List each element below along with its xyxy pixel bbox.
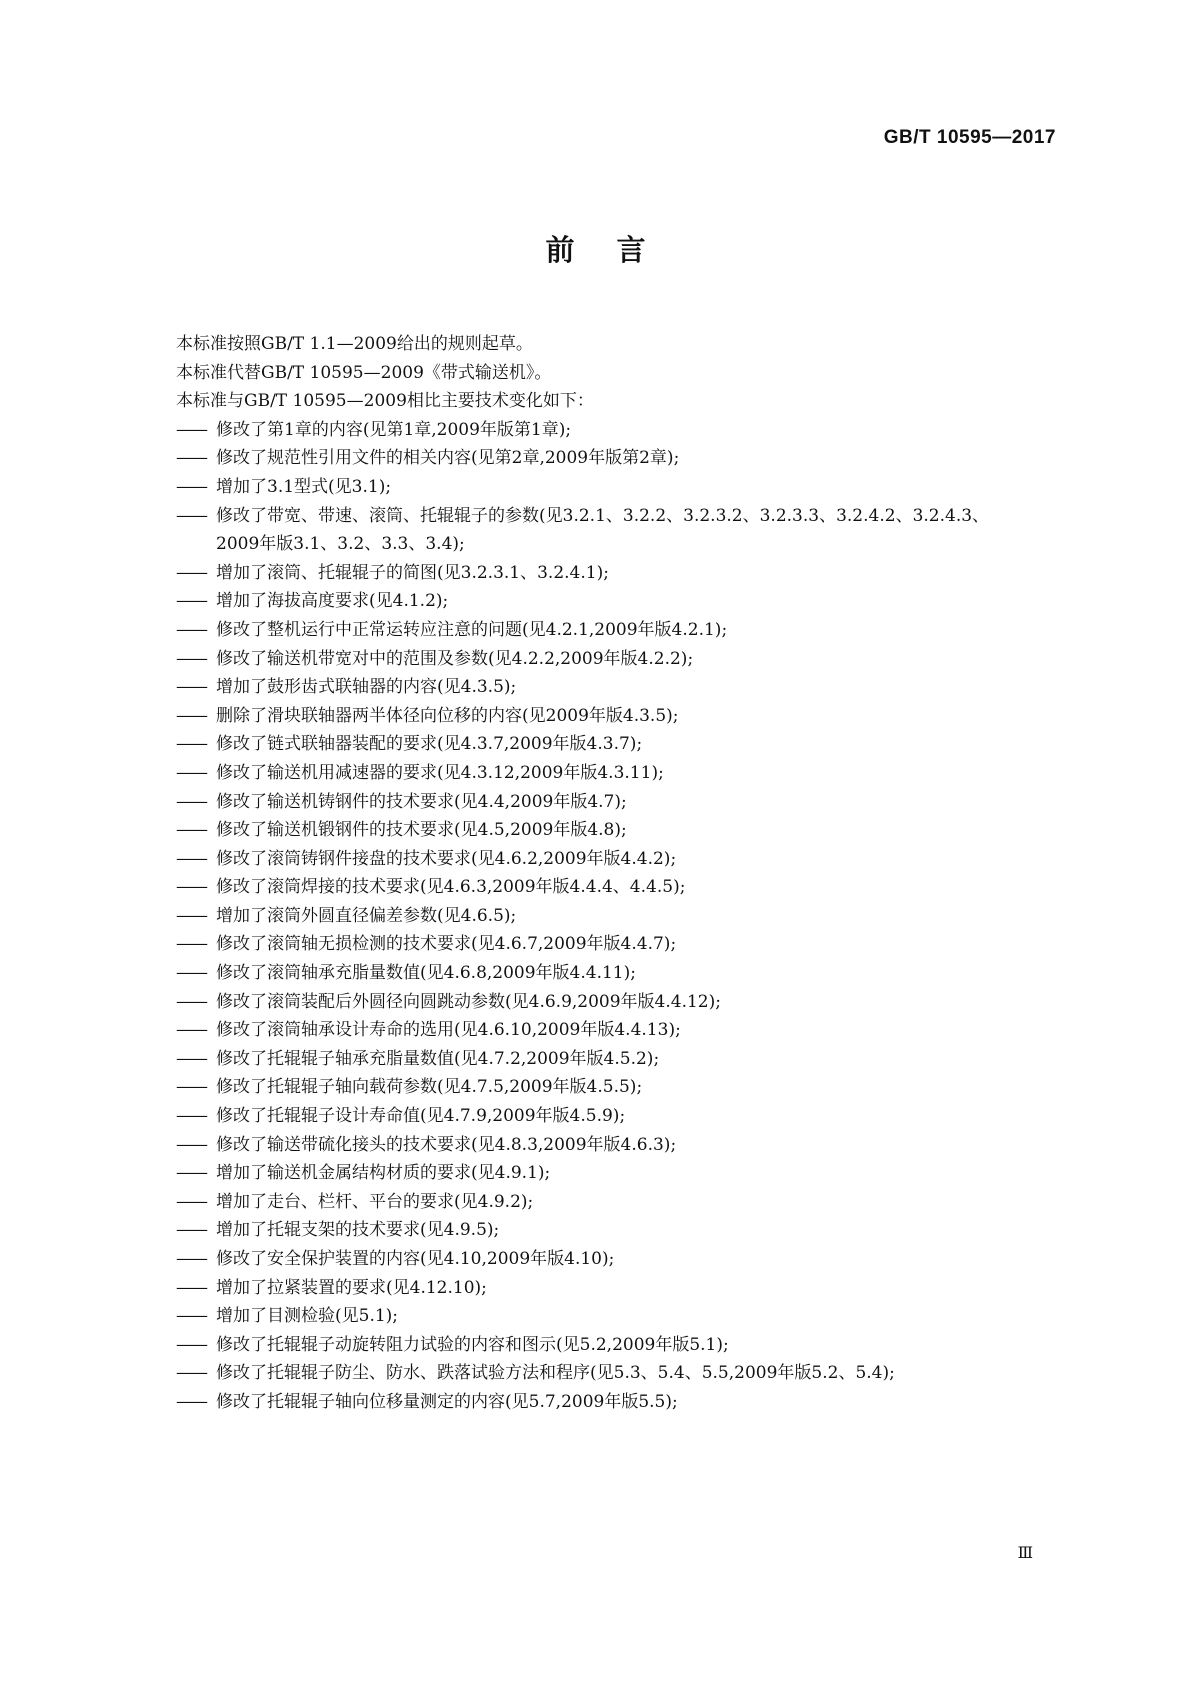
intro-paragraph-changes-lead: 本标准与GB/T 10595—2009相比主要技术变化如下： [176, 391, 594, 412]
change-text: 修改了链式联轴器装配的要求(见4.3.7,2009年版4.3.7); [216, 734, 643, 755]
change-text: 修改了托辊辊子防尘、防水、跌落试验方法和程序(见5.3、5.4、5.5,2009年版5.2、5.4); [216, 1363, 895, 1384]
change-list-item [176, 1045, 1066, 1074]
change-list-item [176, 845, 1066, 874]
change-text: 修改了托辊辊子设计寿命值(见4.7.9,2009年版4.5.9); [216, 1106, 626, 1127]
em-dash-marker: —— [176, 791, 206, 812]
standard-number: GB/T 10595—2017 [883, 127, 1056, 148]
change-list-item [176, 616, 1066, 645]
em-dash-marker: —— [176, 619, 206, 640]
em-dash-marker: —— [176, 820, 206, 841]
change-text: 修改了托辊辊子轴向位移量测定的内容(见5.7,2009年版5.5); [216, 1391, 678, 1412]
change-list-item [176, 759, 1066, 788]
em-dash-marker: —— [176, 963, 206, 984]
change-text: 修改了整机运行中正常运转应注意的问题(见4.2.1,2009年版4.2.1); [216, 619, 728, 640]
change-text: 修改了输送机带宽对中的范围及参数(见4.2.2,2009年版4.2.2); [216, 648, 694, 669]
change-list-item [176, 1016, 1066, 1045]
page-number: Ⅲ [1017, 1543, 1033, 1562]
em-dash-marker: —— [176, 1077, 206, 1098]
change-text: 增加了托辊支架的技术要求(见4.9.5); [216, 1220, 500, 1241]
change-list-item [176, 473, 1066, 502]
change-text: 修改了输送机锻钢件的技术要求(见4.5,2009年版4.8); [216, 820, 627, 841]
change-text: 增加了滚筒外圆直径偏差参数(见4.6.5); [216, 905, 517, 926]
change-text: 修改了输送机铸钢件的技术要求(见4.4,2009年版4.7); [216, 791, 627, 812]
change-text: 增加了鼓形齿式联轴器的内容(见4.3.5); [216, 677, 517, 698]
change-text: 修改了滚筒轴承设计寿命的选用(见4.6.10,2009年版4.4.13); [216, 1020, 681, 1041]
em-dash-marker: —— [176, 677, 206, 698]
em-dash-marker: —— [176, 591, 206, 612]
change-list-item [176, 416, 1066, 445]
change-text: 增加了滚筒、托辊辊子的简图(见3.2.3.1、3.2.4.1); [216, 562, 609, 583]
em-dash-marker: —— [176, 1306, 206, 1327]
em-dash-marker: —— [176, 1220, 206, 1241]
change-text: 修改了滚筒轴承充脂量数值(见4.6.8,2009年版4.4.11); [216, 963, 636, 984]
em-dash-marker: —— [176, 562, 206, 583]
em-dash-marker: —— [176, 734, 206, 755]
em-dash-marker: —— [176, 1020, 206, 1041]
em-dash-marker: —— [176, 1134, 206, 1155]
change-text: 修改了滚筒装配后外圆径向圆跳动参数(见4.6.9,2009年版4.4.12); [216, 991, 721, 1012]
change-list-item [176, 902, 1066, 931]
change-text: 增加了走台、栏杆、平台的要求(见4.9.2); [216, 1191, 534, 1212]
change-list-item [176, 502, 1066, 559]
em-dash-marker: —— [176, 1391, 206, 1412]
em-dash-marker: —— [176, 448, 206, 469]
change-list-item [176, 559, 1066, 588]
change-text: 修改了托辊辊子轴承充脂量数值(见4.7.2,2009年版4.5.2); [216, 1048, 660, 1069]
page-title: 前言 [545, 233, 688, 267]
change-list-item [176, 1216, 1066, 1245]
change-text: 增加了拉紧装置的要求(见4.12.10); [216, 1277, 487, 1298]
change-text: 修改了滚筒轴无损检测的技术要求(见4.6.7,2009年版4.4.7); [216, 934, 677, 955]
em-dash-marker: —— [176, 848, 206, 869]
change-list-item [176, 1274, 1066, 1303]
change-text: 增加了目测检验(见5.1); [216, 1306, 399, 1327]
change-list-item [176, 930, 1066, 959]
change-text: 修改了托辊辊子轴向载荷参数(见4.7.5,2009年版4.5.5); [216, 1077, 643, 1098]
em-dash-marker: —— [176, 1363, 206, 1384]
change-list-item [176, 1188, 1066, 1217]
change-text: 增加了海拔高度要求(见4.1.2); [216, 591, 449, 612]
em-dash-marker: —— [176, 648, 206, 669]
change-text: 修改了带宽、带速、滚筒、托辊辊子的参数(见3.2.1、3.2.2、3.2.3.2、3.2.3.3、3.2.4.2、3.2.4.3、2009年版3.1、3.2、3.3、3.4); [216, 505, 990, 555]
change-list-item [176, 788, 1066, 817]
em-dash-marker: —— [176, 877, 206, 898]
em-dash-marker: —— [176, 1163, 206, 1184]
em-dash-marker: —— [176, 1334, 206, 1355]
em-dash-marker: —— [176, 762, 206, 783]
em-dash-marker: —— [176, 476, 206, 497]
change-list-item [176, 1302, 1066, 1331]
change-text: 增加了输送机金属结构材质的要求(见4.9.1); [216, 1163, 551, 1184]
em-dash-marker: —— [176, 505, 206, 526]
em-dash-marker: —— [176, 934, 206, 955]
em-dash-marker: —— [176, 1048, 206, 1069]
change-list-item [176, 702, 1066, 731]
change-list-item [176, 587, 1066, 616]
change-list-item [176, 988, 1066, 1017]
change-text: 修改了规范性引用文件的相关内容(见第2章,2009年版第2章); [216, 448, 680, 469]
em-dash-marker: —— [176, 1106, 206, 1127]
intro-paragraph-replaces: 本标准代替GB/T 10595—2009《带式输送机》。 [176, 362, 552, 383]
change-text: 删除了滑块联轴器两半体径向位移的内容(见2009年版4.3.5); [216, 705, 679, 726]
change-list-item [176, 673, 1066, 702]
change-text: 修改了托辊辊子动旋转阻力试验的内容和图示(见5.2,2009年版5.1); [216, 1334, 729, 1355]
change-list-item [176, 959, 1066, 988]
change-list-item [176, 1331, 1066, 1360]
change-list-item [176, 1131, 1066, 1160]
change-text: 修改了滚筒铸钢件接盘的技术要求(见4.6.2,2009年版4.4.2); [216, 848, 677, 869]
change-list-item [176, 645, 1066, 674]
change-list-item [176, 1159, 1066, 1188]
change-text: 修改了输送带硫化接头的技术要求(见4.8.3,2009年版4.6.3); [216, 1134, 677, 1155]
change-list-item [176, 816, 1066, 845]
em-dash-marker: —— [176, 1191, 206, 1212]
change-text: 修改了安全保护装置的内容(见4.10,2009年版4.10); [216, 1249, 615, 1269]
em-dash-marker: —— [176, 705, 206, 726]
foreword-body [176, 330, 1066, 1417]
change-text: 增加了3.1型式(见3.1); [216, 476, 392, 497]
change-list-item [176, 730, 1066, 759]
em-dash-marker: —— [176, 1277, 206, 1298]
intro-paragraph-drafting-rules: 本标准按照GB/T 1.1—2009给出的规则起草。 [176, 334, 533, 354]
change-list-item [176, 1102, 1066, 1131]
change-list-item [176, 1388, 1066, 1417]
em-dash-marker: —— [176, 1249, 206, 1269]
change-list-item [176, 1073, 1066, 1102]
change-list-item [176, 1359, 1066, 1388]
change-list-item [176, 1245, 1066, 1274]
em-dash-marker: —— [176, 905, 206, 926]
em-dash-marker: —— [176, 991, 206, 1012]
technical-changes-list [176, 416, 1066, 1417]
change-text: 修改了滚筒焊接的技术要求(见4.6.3,2009年版4.4.4、4.4.5); [216, 877, 686, 898]
change-list-item [176, 444, 1066, 473]
change-list-item [176, 873, 1066, 902]
change-text: 修改了第1章的内容(见第1章,2009年版第1章); [216, 419, 572, 440]
change-text: 修改了输送机用减速器的要求(见4.3.12,2009年版4.3.11); [216, 762, 664, 783]
em-dash-marker: —— [176, 419, 206, 440]
